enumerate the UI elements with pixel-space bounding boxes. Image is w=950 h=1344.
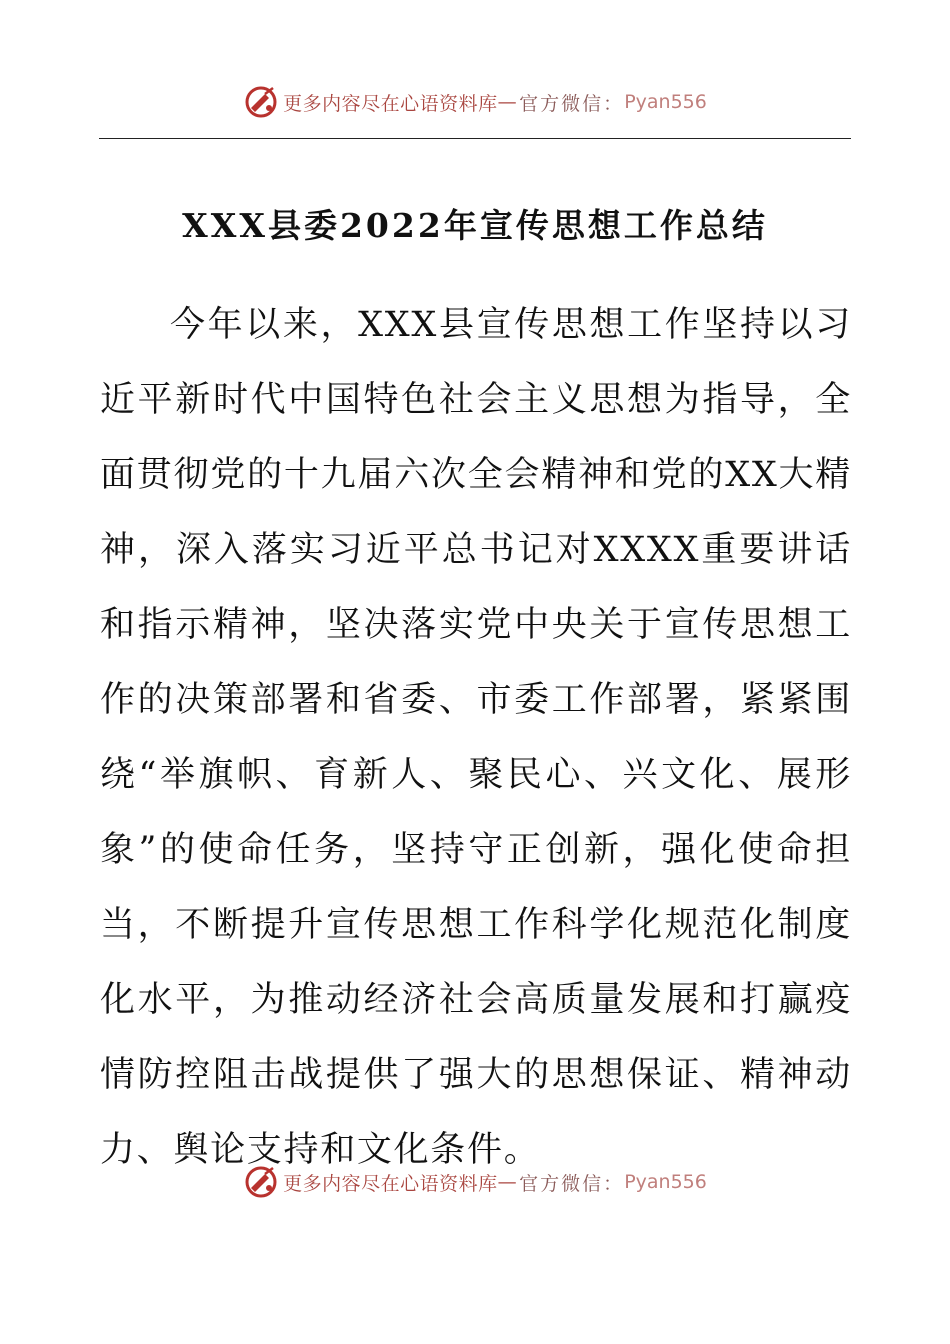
banner-slogan: 更多内容尽在心语资料库 [283, 1172, 498, 1195]
banner-dash: — [497, 91, 518, 113]
brand-logo-icon [243, 1164, 279, 1200]
document-title: XXX县委2022年宣传思想工作总结 [182, 206, 768, 245]
header-divider [99, 138, 851, 139]
banner-wechat-id: Pyan556 [624, 1171, 707, 1193]
footer-banner [0, 1162, 950, 1202]
banner-wechat-label: 官方微信： [519, 1172, 625, 1195]
document-paragraph: 今年以来，XXX县宣传思想工作坚持以习近平新时代中国特色社会主义思想为指导，全面贯彻党的十九届六次全会精神和党的XX大精神，深入落实习近平总书记对XXXX重要讲话和指示精神，坚决落实党中央关于宣传思想工作的决策部署和省委、市委工作部署，紧紧围绕“举旗帜、育新人、聚民心、兴文化、展形象”的使命任务，坚持守正创新，强化使命担当，不断提升宣传思想工作科学化规范化制度化水平，为推动经济社会高质量发展和打赢疫情防控阻击战提供了强大的思想保证、精神动力、舆论支持和文化条件。 [100, 305, 852, 1170]
banner-slogan: 更多内容尽在心语资料库 [283, 92, 498, 115]
banner-wechat-id: Pyan556 [624, 91, 707, 113]
header-banner [0, 82, 950, 122]
banner-dash: — [497, 1171, 518, 1193]
brand-logo-icon [243, 84, 279, 120]
banner-wechat-label: 官方微信： [519, 92, 625, 115]
